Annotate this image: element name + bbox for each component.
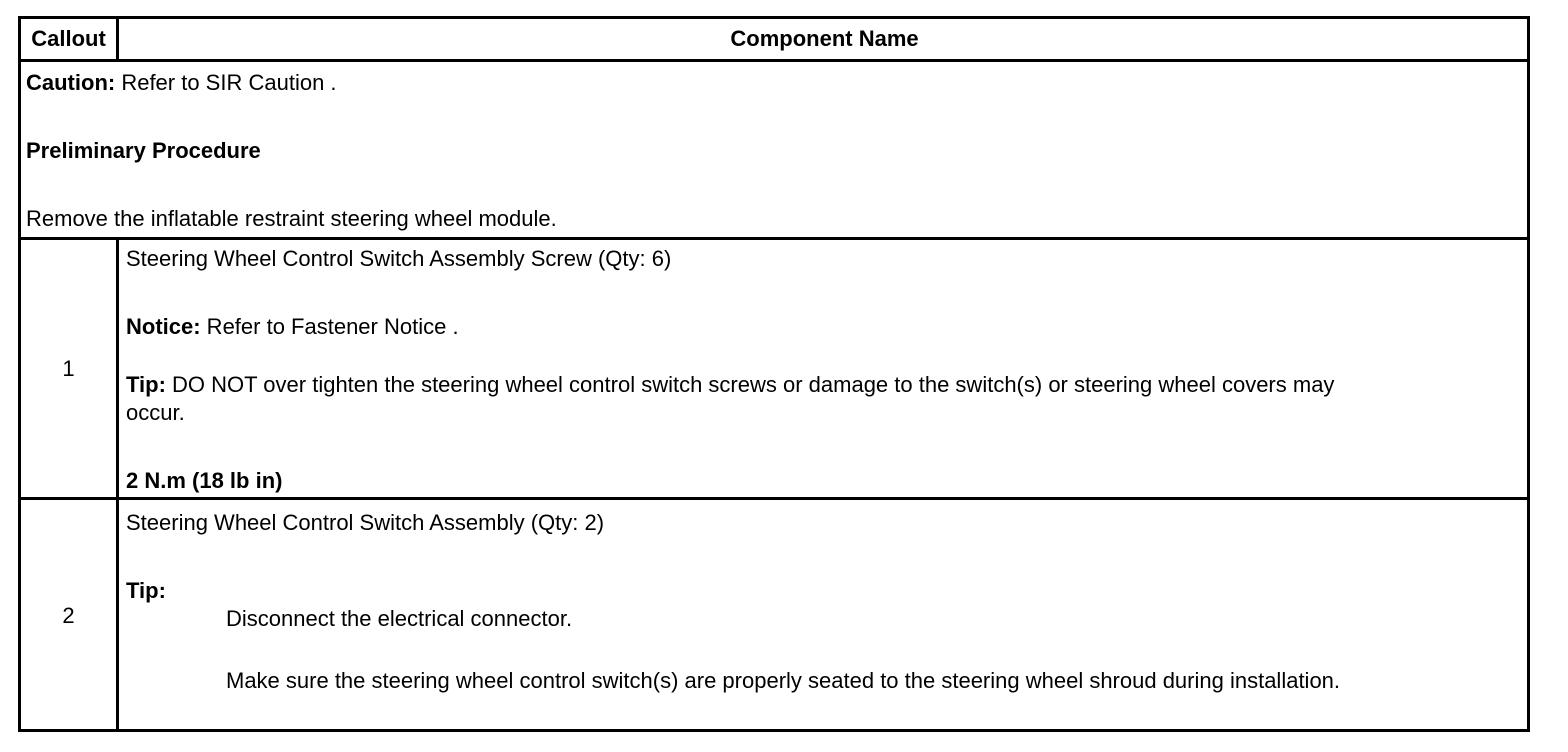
- component-table: [18, 16, 1530, 732]
- callout-number: 2: [62, 603, 75, 628]
- component-cell: [122, 500, 1527, 732]
- component-name: Steering Wheel Control Switch Assembly (Qty: 2): [126, 510, 605, 535]
- component-name-header: Component Name: [730, 26, 919, 51]
- table-row: [21, 240, 1527, 497]
- caution-line: [26, 70, 337, 96]
- tip-label: Tip:: [126, 578, 166, 603]
- preliminary-procedure-heading: Preliminary Procedure: [26, 138, 261, 163]
- torque-spec: 2 N.m (18 lb in): [126, 468, 283, 493]
- notice-line: [126, 314, 459, 340]
- tip-item: Make sure the steering wheel control switch(s) are properly seated to the steering wheel shroud during installation.: [226, 668, 1341, 693]
- component-name: Steering Wheel Control Switch Assembly Screw (Qty: 6): [126, 246, 672, 271]
- tip-line: [126, 372, 1334, 398]
- caution-text: Refer to SIR Caution .: [115, 70, 337, 95]
- tip-text: DO NOT over tighten the steering wheel control switch screws or damage to the switch(s) or steering wheel covers may: [165, 372, 1335, 397]
- notice-label: Notice:: [126, 314, 201, 339]
- callout-number: 1: [62, 355, 75, 381]
- callout-header: Callout: [31, 26, 106, 51]
- header-row: [21, 19, 1527, 59]
- column-divider: [116, 237, 119, 732]
- notice-text: Refer to Fastener Notice .: [200, 314, 459, 339]
- caution-label: Caution:: [26, 70, 116, 95]
- header-column-divider: [116, 19, 119, 60]
- table-row: [21, 500, 1527, 732]
- preliminary-section: [21, 62, 1527, 237]
- tip-item: Disconnect the electrical connector.: [226, 606, 573, 631]
- tip-text-continuation: occur.: [126, 400, 185, 425]
- tip-label: Tip:: [126, 372, 166, 397]
- component-cell: [122, 240, 1527, 497]
- preliminary-procedure-text: Remove the inflatable restraint steering wheel module.: [26, 206, 557, 231]
